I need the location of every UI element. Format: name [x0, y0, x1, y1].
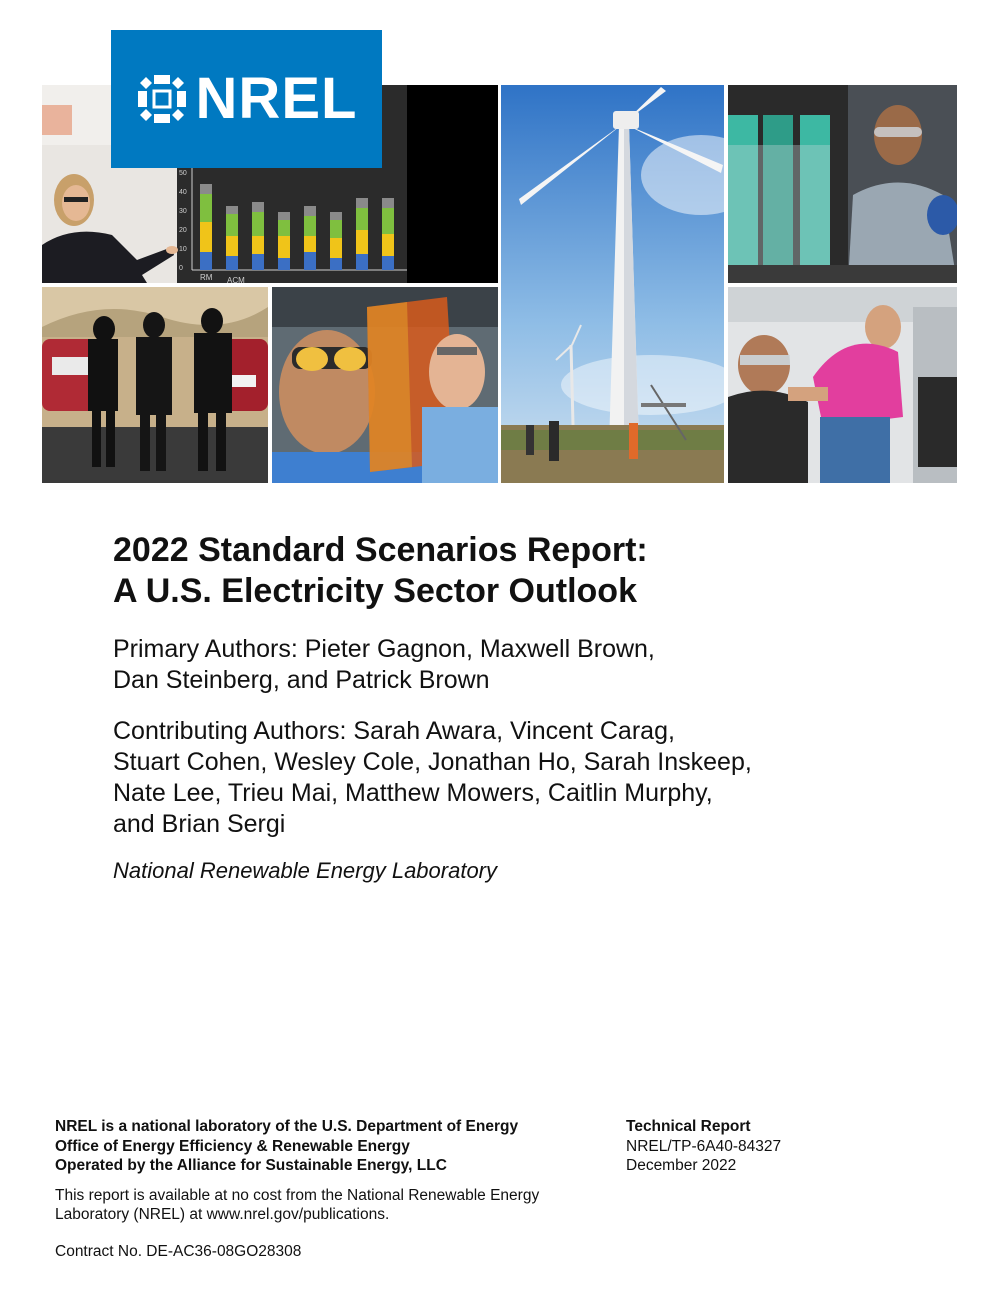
availability-line: This report is available at no cost from the National Renewable Energy — [55, 1186, 540, 1204]
photo-chart-bar-segment — [226, 206, 238, 214]
photo-chart-bar-segment — [382, 256, 394, 270]
photo-chart-bar-segment — [356, 254, 368, 270]
nrel-logo-mark-icon — [136, 73, 188, 125]
contributing-authors — [113, 716, 873, 840]
photo-chart-bar-segment — [226, 256, 238, 270]
photo-wind-turbine — [501, 85, 724, 483]
photo-chart-bar-segment — [252, 212, 264, 236]
photo-chart-bar-segment — [382, 208, 394, 234]
nrel-statement-line: NREL is a national laboratory of the U.S. Department of Energy — [55, 1118, 519, 1135]
photo-lab-researcher — [728, 85, 957, 283]
primary-authors-line: Primary Authors: Pieter Gagnon, Maxwell Brown, — [113, 635, 655, 663]
chart-tick: 20 — [179, 227, 187, 234]
chart-tick: 30 — [179, 208, 187, 215]
photo-chart-bar-segment — [304, 216, 316, 236]
photo-chart-bar-segment — [356, 208, 368, 230]
nrel-statement-line: Operated by the Alliance for Sustainable Energy, LLC — [55, 1157, 447, 1174]
contributing-authors-line: Contributing Authors: Sarah Awara, Vincent Carag, — [113, 717, 675, 745]
photo-chart-bar-segment — [278, 212, 290, 220]
report-title — [113, 530, 893, 612]
photo-chart-bar-segment — [226, 214, 238, 236]
report-number: NREL/TP-6A40-84327 — [626, 1137, 782, 1155]
photo-chart-bar-segment — [330, 258, 342, 270]
report-type: Technical Report — [626, 1118, 751, 1135]
contributing-authors-line: and Brian Sergi — [113, 810, 286, 838]
chart-label: RM — [200, 273, 213, 282]
photo-chart-bar-segment — [304, 252, 316, 270]
contract-number: Contract No. DE-AC36-08GO28308 — [55, 1242, 302, 1260]
photo-chart-bar-segment — [304, 206, 316, 216]
photo-chart-bar-segment — [382, 198, 394, 208]
photo-chart-bar-segment — [278, 220, 290, 236]
photo-chart-bar-segment — [200, 184, 212, 194]
chart-tick: 50 — [179, 170, 187, 177]
photo-chart-bar-segment — [278, 258, 290, 270]
photo-chart-bar-segment — [200, 194, 212, 222]
photo-chart-bar-segment — [252, 254, 264, 270]
primary-authors-line: Dan Steinberg, and Patrick Brown — [113, 666, 490, 694]
photo-chart-bar-segment — [330, 238, 342, 258]
photo-chart-bar-segment — [200, 252, 212, 270]
photo-selfie-with-solar-film — [272, 287, 498, 483]
photo-chart-bar-segment — [330, 212, 342, 220]
contributing-authors-line: Nate Lee, Trieu Mai, Matthew Mowers, Caitlin Murphy, — [113, 779, 713, 807]
nrel-statement — [55, 1117, 595, 1176]
report-date: December 2022 — [626, 1157, 737, 1174]
photo-chart-bar-segment — [278, 236, 290, 258]
availability-line: Laboratory (NREL) at www.nrel.gov/publications. — [55, 1206, 390, 1223]
nrel-statement-line: Office of Energy Efficiency & Renewable Energy — [55, 1137, 410, 1155]
photo-people-by-cars — [42, 287, 268, 483]
chart-tick: 10 — [179, 246, 187, 253]
contributing-authors-line: Stuart Cohen, Wesley Cole, Jonathan Ho, Sarah Inskeep, — [113, 748, 752, 776]
footer-right — [626, 1117, 926, 1176]
chart-tick: 40 — [179, 189, 187, 196]
photo-chart-bar-segment — [252, 236, 264, 254]
nrel-logo-text: NREL — [195, 66, 358, 131]
photo-chart-bar-segment — [382, 234, 394, 256]
report-title-line: 2022 Standard Scenarios Report: — [113, 531, 648, 569]
photo-chart-bar-segment — [356, 198, 368, 208]
photo-chart-bar-segment — [226, 236, 238, 256]
photo-chart-bar-segment — [330, 220, 342, 238]
chart-tick: 0 — [179, 265, 183, 272]
lab-name: National Renewable Energy Laboratory — [113, 858, 498, 883]
report-title-line: A U.S. Electricity Sector Outlook — [113, 572, 637, 610]
photo-chart-bar-segment — [252, 202, 264, 212]
photo-chart-bar-segment — [304, 236, 316, 252]
photo-chart-bar-segment — [200, 222, 212, 252]
footer-left — [55, 1117, 595, 1261]
chart-label: ACM — [227, 276, 245, 283]
photo-chart-bar-segment — [356, 230, 368, 254]
photo-researchers-at-equipment — [728, 287, 957, 483]
availability-note — [55, 1186, 595, 1225]
primary-authors — [113, 634, 873, 696]
nrel-logo — [111, 30, 382, 168]
